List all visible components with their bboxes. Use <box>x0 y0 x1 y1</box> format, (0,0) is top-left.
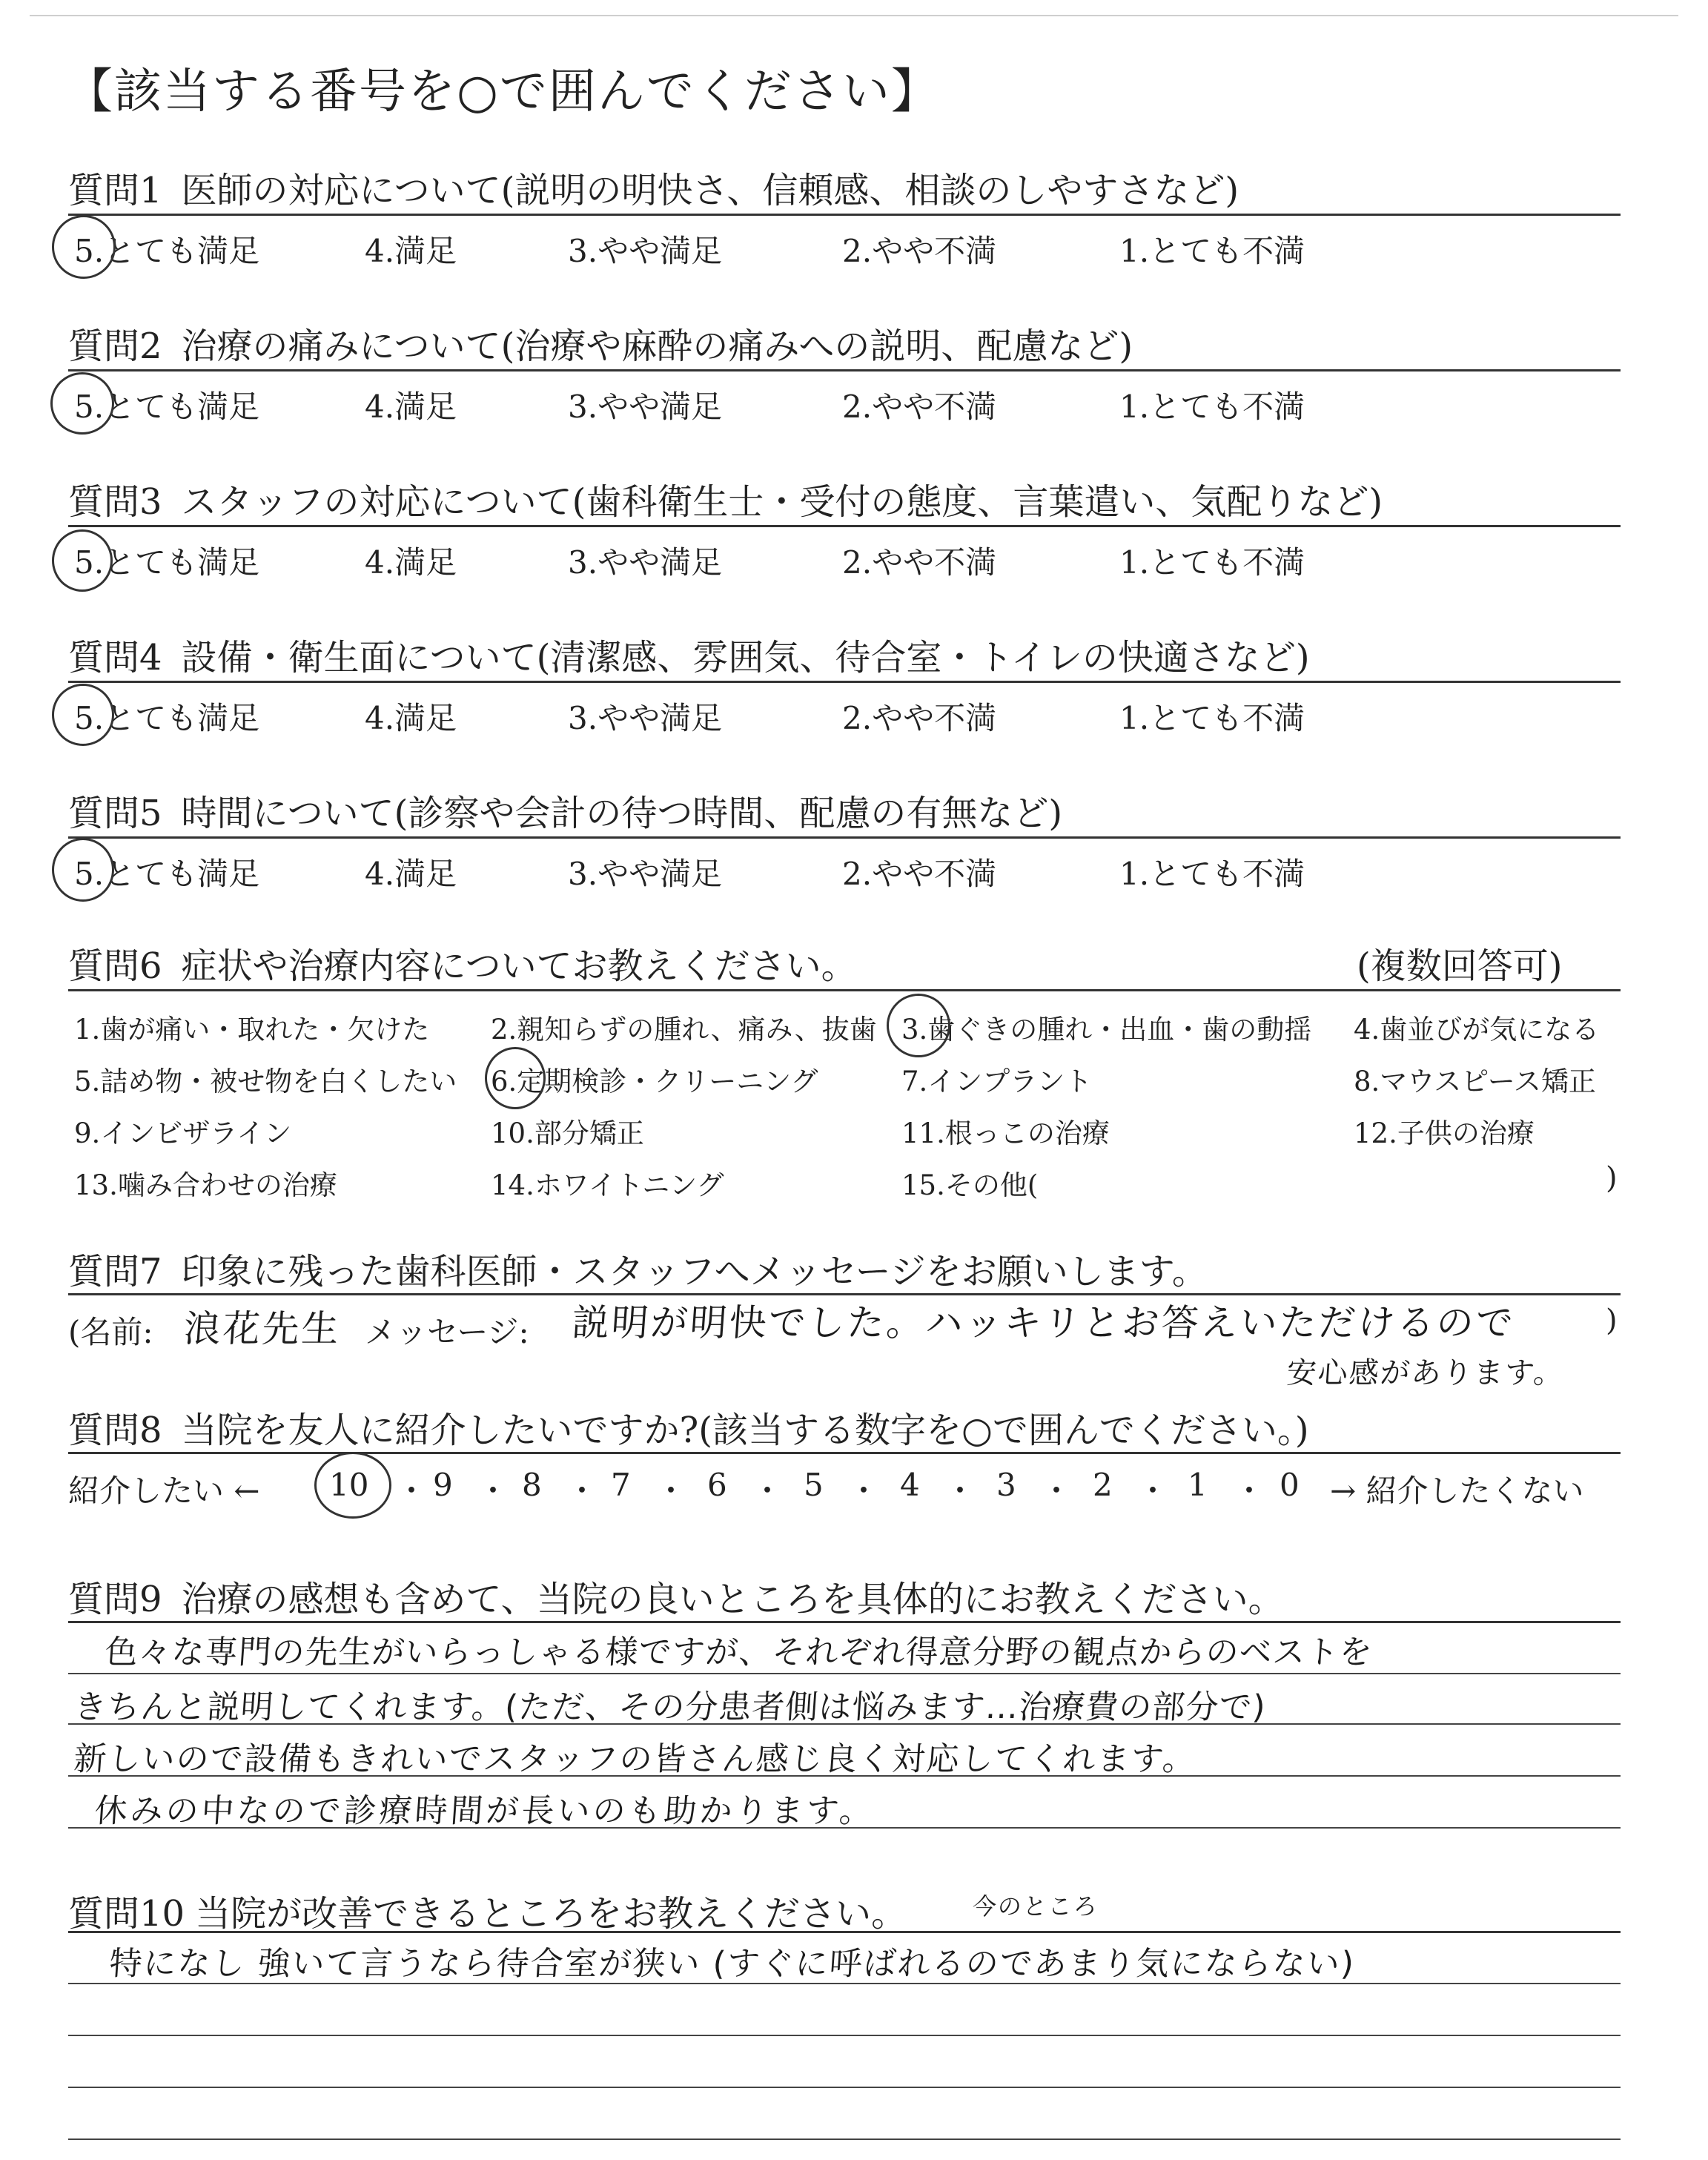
question-8-text: 当院を友人に紹介したいですか?(該当する数字を○で囲んでください。) <box>181 1410 1309 1451</box>
question-8-number: 質問8 <box>68 1410 162 1451</box>
q7-name-value[interactable]: 浪花先生 <box>182 1307 342 1350</box>
q1-option-3[interactable]: 3.やや満足 <box>568 233 723 269</box>
q8-score-4[interactable]: 4 <box>900 1467 920 1503</box>
q8-dot: ・ <box>1041 1473 1073 1509</box>
q8-score-2[interactable]: 2 <box>1093 1467 1113 1503</box>
q3-option-2[interactable]: 2.やや不満 <box>842 544 997 581</box>
q6-other-close-paren: ) <box>1606 1161 1618 1195</box>
q6-option-3[interactable]: 3.歯ぐきの腫れ・出血・歯の動揺 <box>901 1014 1312 1046</box>
q1-option-1[interactable]: 1.とても不満 <box>1119 233 1305 269</box>
q7-name-label: (名前: <box>68 1314 153 1350</box>
q2-option-2[interactable]: 2.やや不満 <box>842 389 997 425</box>
question-8-rule <box>68 1452 1621 1454</box>
question-6-title <box>68 937 857 988</box>
q2-option-4[interactable]: 4.満足 <box>365 389 457 425</box>
q8-score-3[interactable]: 3 <box>996 1467 1016 1503</box>
q3-selection-circle <box>52 529 113 592</box>
q7-close-paren: ) <box>1606 1304 1618 1338</box>
q2-selection-circle <box>50 372 114 435</box>
question-4-text: 設備・衛生面について(清潔感、雰囲気、待合室・トイレの快適さなど) <box>181 637 1310 678</box>
q1-option-4[interactable]: 4.満足 <box>365 233 457 269</box>
q8-score-0[interactable]: 0 <box>1280 1467 1300 1503</box>
q1-option-2[interactable]: 2.やや不満 <box>842 233 997 269</box>
q6-option-6[interactable]: 6.定期検診・クリーニング <box>491 1066 818 1097</box>
question-9-title <box>68 1571 1284 1622</box>
question-5-text: 時間について(診察や会計の待つ時間、配慮の有無など) <box>181 793 1063 834</box>
q7-message-line-1[interactable]: 説明が明快でした。ハッキリとお答えいただけるので <box>570 1301 1517 1344</box>
q8-right-label: → 紹介したくない <box>1330 1473 1584 1509</box>
question-8-title <box>68 1401 1309 1453</box>
question-2-text: 治療の痛みについて(治療や麻酔の痛みへの説明、配慮など) <box>181 326 1133 367</box>
question-3-number: 質問3 <box>68 481 162 523</box>
question-7-number: 質問7 <box>68 1251 162 1292</box>
q6-option-4[interactable]: 4.歯並びが気になる <box>1354 1014 1600 1046</box>
q8-dot: ・ <box>396 1473 428 1509</box>
q3-option-5[interactable]: 5.とても満足 <box>74 544 260 581</box>
q6-option-13[interactable]: 13.噛み合わせの治療 <box>74 1169 337 1201</box>
question-1-text: 医師の対応について(説明の明快さ、信頼感、相談のしやすさなど) <box>181 170 1239 211</box>
question-9-text: 治療の感想も含めて、当院の良いところを具体的にお教えください。 <box>181 1579 1284 1620</box>
question-3-title <box>68 473 1383 524</box>
q8-score-7[interactable]: 7 <box>611 1467 631 1503</box>
q8-score-5[interactable]: 5 <box>804 1467 824 1503</box>
q2-option-5[interactable]: 5.とても満足 <box>74 389 260 425</box>
question-4-rule <box>68 681 1621 683</box>
q8-selection-circle <box>314 1452 391 1519</box>
question-1-rule <box>68 214 1621 216</box>
question-6-note: (複数回答可) <box>1357 945 1563 987</box>
question-6-text: 症状や治療内容についてお教えください。 <box>181 945 857 987</box>
question-2-title <box>68 317 1133 369</box>
q2-option-3[interactable]: 3.やや満足 <box>568 389 723 425</box>
q9-answer-line-1[interactable]: 色々な専門の先生がいらっしゃる様ですが、それぞれ得意分野の観点からのベストを <box>103 1634 1374 1671</box>
q5-selection-circle <box>52 838 114 902</box>
q6-option-8[interactable]: 8.マウスピース矯正 <box>1354 1066 1596 1097</box>
q6-option-14[interactable]: 14.ホワイトニング <box>491 1169 724 1201</box>
q8-dot: ・ <box>1234 1473 1265 1509</box>
q1-option-5[interactable]: 5.とても満足 <box>74 233 260 269</box>
q5-option-1[interactable]: 1.とても不満 <box>1119 856 1305 892</box>
q8-left-label: 紹介したい ← <box>68 1473 260 1509</box>
q8-score-1[interactable]: 1 <box>1188 1467 1208 1503</box>
q10-note-above: 今のところ <box>971 1892 1100 1920</box>
q4-option-3[interactable]: 3.やや満足 <box>568 700 723 736</box>
question-1-title <box>68 162 1239 213</box>
q4-option-4[interactable]: 4.満足 <box>365 700 457 736</box>
q8-dot: ・ <box>566 1473 598 1509</box>
question-7-text: 印象に残った歯科医師・スタッフへメッセージをお願いします。 <box>181 1251 1208 1292</box>
q3-option-1[interactable]: 1.とても不満 <box>1119 544 1305 581</box>
question-9-rule <box>68 1621 1621 1623</box>
q2-option-1[interactable]: 1.とても不満 <box>1119 389 1305 425</box>
q4-selection-circle <box>52 684 114 746</box>
q8-score-10[interactable]: 10 <box>329 1467 369 1503</box>
q4-option-5[interactable]: 5.とても満足 <box>74 700 260 736</box>
question-10-text: 当院が改善できるところをお教えください。 <box>195 1893 907 1935</box>
question-3-text: スタッフの対応について(歯科衛生士・受付の態度、言葉遣い、気配りなど) <box>181 481 1383 523</box>
q7-message-line-2[interactable]: 安心感があります。 <box>1285 1356 1566 1390</box>
q8-dot: ・ <box>1137 1473 1169 1509</box>
q8-dot: ・ <box>848 1473 880 1509</box>
question-4-title <box>68 629 1310 680</box>
answer-line <box>68 2138 1621 2140</box>
q8-dot: ・ <box>655 1473 687 1509</box>
question-6-number: 質問6 <box>68 945 162 987</box>
q10-answer-line-1[interactable]: 特になし 強いて言うなら待合室が狭い (すぐに呼ばれるのであまり気にならない) <box>107 1945 1357 1983</box>
page-header: 【該当する番号を○で囲んでください】 <box>65 65 940 119</box>
question-10-title <box>68 1885 907 1936</box>
q8-dot: ・ <box>752 1473 784 1509</box>
answer-line <box>68 2087 1621 2088</box>
q8-dot: ・ <box>944 1473 976 1509</box>
q8-score-8[interactable]: 8 <box>522 1467 542 1503</box>
question-1-number: 質問1 <box>68 170 162 211</box>
q6-selection-circle-6 <box>485 1047 546 1109</box>
question-10-rule <box>68 1931 1621 1933</box>
question-4-number: 質問4 <box>68 637 162 678</box>
q4-option-1[interactable]: 1.とても不満 <box>1119 700 1305 736</box>
question-2-rule <box>68 369 1621 371</box>
q6-option-7[interactable]: 7.インプラント <box>901 1066 1093 1097</box>
answer-line <box>68 1673 1621 1674</box>
q5-option-2[interactable]: 2.やや不満 <box>842 856 997 892</box>
q6-option-15[interactable]: 15.その他( <box>901 1169 1039 1201</box>
q9-answer-line-2[interactable]: きちんと説明してくれます。(ただ、その分患者側は悩みます…治療費の部分で) <box>72 1688 1268 1726</box>
q6-option-11[interactable]: 11.根っこの治療 <box>901 1117 1110 1149</box>
q3-option-4[interactable]: 4.満足 <box>365 544 457 581</box>
answer-line <box>68 2035 1621 2036</box>
top-border <box>30 15 1678 16</box>
question-5-title <box>68 785 1062 836</box>
question-6-rule <box>68 989 1621 991</box>
question-5-rule <box>68 836 1621 839</box>
q5-option-4[interactable]: 4.満足 <box>365 856 457 892</box>
question-10-number: 質問10 <box>68 1893 185 1935</box>
q6-option-2[interactable]: 2.親知らずの腫れ、痛み、抜歯 <box>491 1014 877 1046</box>
q6-option-10[interactable]: 10.部分矯正 <box>491 1117 644 1149</box>
q5-option-3[interactable]: 3.やや満足 <box>568 856 723 892</box>
q4-option-2[interactable]: 2.やや不満 <box>842 700 997 736</box>
q6-option-5[interactable]: 5.詰め物・被せ物を白くしたい <box>74 1066 457 1097</box>
question-3-rule <box>68 525 1621 527</box>
q5-option-5[interactable]: 5.とても満足 <box>74 856 260 892</box>
q6-option-12[interactable]: 12.子供の治療 <box>1354 1117 1535 1149</box>
question-9-number: 質問9 <box>68 1579 162 1620</box>
q8-score-9[interactable]: 9 <box>433 1467 453 1503</box>
q3-option-3[interactable]: 3.やや満足 <box>568 544 723 581</box>
q7-message-label: メッセージ: <box>365 1314 529 1350</box>
q6-option-1[interactable]: 1.歯が痛い・取れた・欠けた <box>74 1014 430 1046</box>
q1-selection-circle <box>52 215 116 279</box>
question-5-number: 質問5 <box>68 793 162 834</box>
q9-answer-line-4[interactable]: 休みの中なので診療時間が長いのも助かります。 <box>93 1792 876 1830</box>
q8-dot: ・ <box>477 1473 509 1509</box>
q9-answer-line-3[interactable]: 新しいので設備もきれいでスタッフの皆さん感じ良く対応してくれます。 <box>72 1740 1198 1778</box>
q6-selection-circle-3 <box>887 994 950 1057</box>
q6-option-9[interactable]: 9.インビザライン <box>74 1117 292 1149</box>
question-2-number: 質問2 <box>68 326 162 367</box>
q8-score-6[interactable]: 6 <box>707 1467 727 1503</box>
question-7-title <box>68 1243 1208 1294</box>
